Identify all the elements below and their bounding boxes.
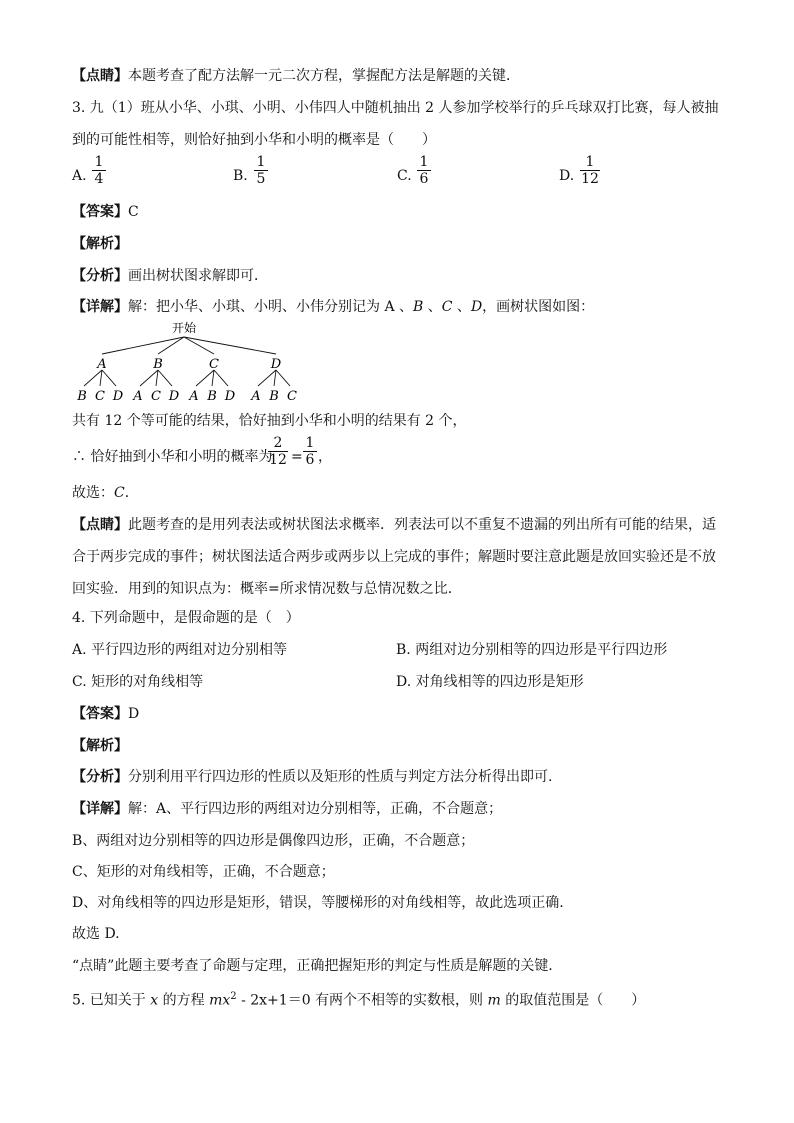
tree-l2-node: D xyxy=(112,389,124,404)
q3-result-line: 共有 12 个等可能的结果，恰好抽到小华和小明的结果有 2 个， xyxy=(72,413,467,429)
tree-l1-d: D xyxy=(270,357,282,372)
tree-l2-node: B xyxy=(77,389,87,404)
q4-detail-line2: B、两组对边分别相等的四边形是偶像四边形，正确，不合题意； xyxy=(72,833,475,849)
q3-option-c-fraction: $\frac{1}{6}$ xyxy=(417,154,431,187)
q3-analysis-heading: 【解析】 xyxy=(72,236,128,252)
q3-option-d-fraction: $\frac{1}{12}$ xyxy=(581,154,599,187)
tree-l1-a: A xyxy=(97,357,107,372)
q4-fenxi: 【分析】分别利用平行四边形的性质以及矩形的性质与判定方法分析得出即可. xyxy=(72,769,553,785)
q4-answer: 【答案】D xyxy=(72,706,140,722)
tree-l2-node: A xyxy=(251,389,261,404)
q4-detail-line4: D、对角线相等的四边形是矩形，错误，等腰梯形的对角线相等，故此选项正确. xyxy=(72,895,564,911)
tree-l2-node: C xyxy=(151,389,161,404)
q3-option-a-label: A. xyxy=(72,168,87,184)
q5-stem: 5. 已知关于 x 的方程 $mx^2 - 2x+1=0$ 有两个不相等的实数根，则 m 的取值范围是（ ） xyxy=(72,991,646,1009)
tree-l2-node: B xyxy=(269,389,279,404)
q2-dianjing: 【点睛】本题考查了配方法解一元二次方程，掌握配方法是解题的关键． xyxy=(72,68,520,84)
tree-l2-node: D xyxy=(168,389,180,404)
q4-choose: 故选 D. xyxy=(72,926,120,942)
q3-prob-prefix: ∴ 恰好抽到小华和小明的概率为 xyxy=(72,449,273,465)
q4-detail-line3: C、矩形的对角线相等，正确，不合题意； xyxy=(72,864,335,880)
q3-detail: 【详解】解：把小华、小琪、小明、小伟分别记为 A 、B 、C 、D，画树状图如图： xyxy=(72,299,595,315)
tree-l2-node: A xyxy=(189,389,199,404)
q4-dianjing: “点睛”此题主要考查了命题与定理，正确把握矩形的判定与性质是解题的关键. xyxy=(72,958,553,974)
q3-prob-suffix: ， xyxy=(318,449,332,465)
q3-option-d-label: D. xyxy=(559,168,575,184)
q3-prob-fraction-1: $\frac{2}{12}$ xyxy=(269,435,287,468)
q3-option-c-label: C. xyxy=(397,168,412,184)
tree-l1-b: B xyxy=(153,357,163,372)
q4-option-c: C. 矩形的对角线相等 xyxy=(72,674,204,690)
q3-prob-equals: = xyxy=(291,449,303,465)
q3-prob-fraction-2: $\frac{1}{6}$ xyxy=(303,435,317,468)
q3-answer: 【答案】C xyxy=(72,204,139,220)
q4-detail-line1: 【详解】解：A、平行四边形的两组对边分别相等，正确，不合题意； xyxy=(72,801,503,817)
q3-tree-diagram xyxy=(70,318,310,404)
q4-option-d: D. 对角线相等的四边形是矩形 xyxy=(396,674,584,690)
tree-l2-node: A xyxy=(133,389,143,404)
tree-l2-node: D xyxy=(224,389,236,404)
tree-l1-c: C xyxy=(209,357,219,372)
q4-option-a: A. 平行四边形的两组对边分别相等 xyxy=(72,642,288,658)
tree-l2-node: C xyxy=(95,389,105,404)
q3-fenxi: 【分析】画出树状图求解即可． xyxy=(72,268,268,284)
q3-dianjing-line3: 回实验．用到的知识点为：概率=所求情况数与总情况数之比． xyxy=(72,581,462,597)
tree-l2-node: B xyxy=(207,389,217,404)
q3-option-a-fraction: $\frac{1}{4}$ xyxy=(92,154,106,187)
q4-stem: 4. 下列命题中，是假命题的是（ ） xyxy=(72,610,300,626)
tree-l2-node: C xyxy=(287,389,297,404)
q4-option-b: B. 两组对边分别相等的四边形是平行四边形 xyxy=(396,642,668,658)
q3-option-b-label: B. xyxy=(233,168,248,184)
q3-stem-line1: 3. 九（1）班从小华、小琪、小明、小伟四人中随机抽出 2 人参加学校举行的乒乓球双打比赛，每人被抽 xyxy=(72,100,719,116)
q3-dianjing-line1: 【点睛】此题考查的是用列表法或树状图法求概率．列表法可以不重复不遗漏的列出所有可能的结果，适 xyxy=(72,517,716,533)
q4-analysis-heading: 【解析】 xyxy=(72,738,128,754)
q3-choose: 故选：C． xyxy=(72,485,139,501)
q3-stem-line2: 到的可能性相等，则恰好抽到小华和小明的概率是（ ） xyxy=(72,132,436,148)
tree-root: 开始 xyxy=(171,321,197,335)
q3-option-b-fraction: $\frac{1}{5}$ xyxy=(254,154,268,187)
q3-dianjing-line2: 合于两步完成的事件；树状图法适合两步或两步以上完成的事件；解题时要注意此题是放回实验还是不放 xyxy=(72,549,716,565)
